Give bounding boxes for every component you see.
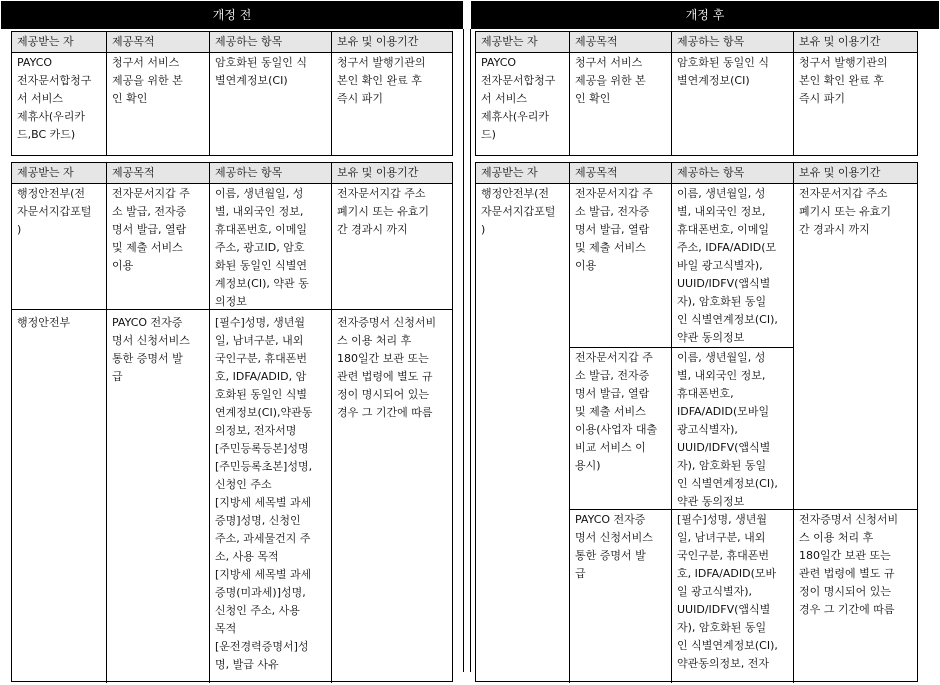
before-t2-row2-items: [필수]성명, 생년월 일, 남녀구분, 내외 국인구분, 휴대폰번 호, IDFA/ADID, 암 호화된 동일인 식별 연계정보(CI),약관동 의정보, 전자서명 [주민등록등본]성명 [주민등록초본]성명, 신청인 주소 [지방세 세목별 과세 증명]성명, 신청인 주소, 과세물건지 주 소, 사용 목적 [지방세 세목별 과세 증명(미과세)]성명, 신청인 주소, 사용 목적 [운전경력증명서]성 명, 발급 사유: [215, 316, 313, 671]
before-t1-purpose: 청구서 서비스 제공을 위한 본 인 확인: [112, 56, 183, 105]
th-purpose: 제공목적: [570, 32, 671, 52]
after-t2-period-top: 전자문서지갑 주소 폐기시 또는 유효기 간 경과시 까지: [799, 187, 892, 236]
th-purpose: 제공목적: [570, 163, 671, 183]
th-purpose: 제공목적: [107, 32, 209, 52]
after-t2-row1-purpose: 전자문서지갑 주 소 발급, 전자증 명서 발급, 열람 및 제출 서비스 이용: [575, 187, 653, 272]
after-table-1: [475, 31, 918, 156]
before-table-2: [11, 162, 453, 682]
column-separator: [463, 29, 471, 672]
th-purpose: 제공목적: [107, 163, 209, 183]
th-items: 제공하는 항목: [210, 32, 331, 52]
before-t2-row1-items: 이름, 생년월일, 성 별, 내외국인 정보, 휴대폰번호, 이메일 주소, 광고ID, 암호 화된 동일인 식별연 계정보(CI), 약관 동 의정보: [215, 187, 309, 308]
after-t1-purpose: 청구서 서비스 제공을 위한 본 인 확인: [575, 56, 646, 105]
th-items: 제공하는 항목: [210, 163, 331, 183]
after-t2-row3-items: [필수]성명, 생년월 일, 남녀구분, 내외 국인구분, 휴대폰번 호, IDFA/ADID(모바 일 광고식별자), UUID/IDFV(앱식별 자), 암호화된 동일 인 식별연계정보(CI), 약관동의정보, 전자: [677, 513, 778, 670]
header-after: [471, 1, 939, 29]
th-recipient: 제공받는 자: [476, 32, 569, 52]
th-period: 보유 및 이용기간: [332, 32, 452, 52]
after-table-2: [475, 162, 918, 682]
before-table-1: [11, 31, 453, 156]
header-before: [1, 1, 463, 29]
th-items: 제공하는 항목: [672, 32, 793, 52]
before-t1-period: 청구서 발행기관의 본인 확인 완료 후 즉시 파기: [337, 56, 426, 105]
after-t2-row2-items: 이름, 생년월일, 성 별, 내외국인 정보, 휴대폰번호, IDFA/ADID(모바일 광고식별자), UUID/IDFV(앱식별 자), 암호화된 동일 인 식별연계정보(CI), 약관 동의정보: [677, 351, 778, 508]
after-t1-items: 암호화된 동일인 식 별연계정보(CI): [677, 56, 770, 87]
after-t2-row3-purpose: PAYCO 전자증 명서 신청서비스 통한 증명서 발 급: [575, 513, 653, 580]
after-t1-period: 청구서 발행기관의 본인 확인 완료 후 즉시 파기: [799, 56, 888, 105]
th-recipient: 제공받는 자: [476, 163, 569, 183]
before-t2-row2-recipient: 행정안전부: [17, 316, 71, 329]
before-t2-row2-purpose: PAYCO 전자증 명서 신청서비스 통한 증명서 발 급: [112, 316, 190, 383]
th-period: 보유 및 이용기간: [794, 163, 917, 183]
before-t2-row1-period: 전자문서지갑 주소 폐기시 또는 유효기 간 경과시 까지: [337, 187, 430, 236]
th-recipient: 제공받는 자: [12, 32, 106, 52]
after-t2-row2-purpose: 전자문서지갑 주 소 발급, 전자증 명서 발급, 열람 및 제출 서비스 이용(사업자 대출 비교 서비스 이 용시): [575, 351, 658, 472]
before-t1-items: 암호화된 동일인 식 별연계정보(CI): [215, 56, 308, 87]
after-t1-recipient: PAYCO 전자문서합청구 서 서비스 제휴사(우리카 드): [481, 56, 556, 141]
th-period: 보유 및 이용기간: [332, 163, 452, 183]
th-items: 제공하는 항목: [672, 163, 793, 183]
header-before-label: 개정 전: [212, 8, 252, 22]
after-t2-recipient: 행정안전부(전 자문서지갑포털 ): [481, 187, 556, 236]
th-recipient: 제공받는 자: [12, 163, 106, 183]
th-period: 보유 및 이용기간: [794, 32, 917, 52]
after-t2-row3-period: 전자증명서 신청서비 스 이용 처리 후 180일간 보관 또는 관련 법령에 별도 규 정이 명시되어 있는 경우 그 기간에 따름: [799, 513, 899, 616]
header-after-label: 개정 후: [685, 8, 725, 22]
before-t2-row2-period: 전자증명서 신청서비 스 이용 처리 후 180일간 보관 또는 관련 법령에 별도 규 정이 명시되어 있는 경우 그 기간에 따름: [337, 316, 437, 419]
after-t2-row1-items: 이름, 생년월일, 성 별, 내외국인 정보, 휴대폰번호, 이메일 주소, IDFA/ADID(모 바일 광고식별자), UUID/IDFV(앱식별 자), 암호화된 동일 인 식별연계정보(CI), 약관 동의정보: [677, 187, 778, 344]
before-t2-row1-recipient: 행정안전부(전 자문서지갑포털 ): [17, 187, 92, 236]
before-t1-recipient: PAYCO 전자문서합청구 서 서비스 제휴사(우리카 드,BC 카드): [17, 56, 92, 141]
before-t2-row1-purpose: 전자문서지갑 주 소 발급, 전자증 명서 발급, 열람 및 제출 서비스 이용: [112, 187, 190, 272]
